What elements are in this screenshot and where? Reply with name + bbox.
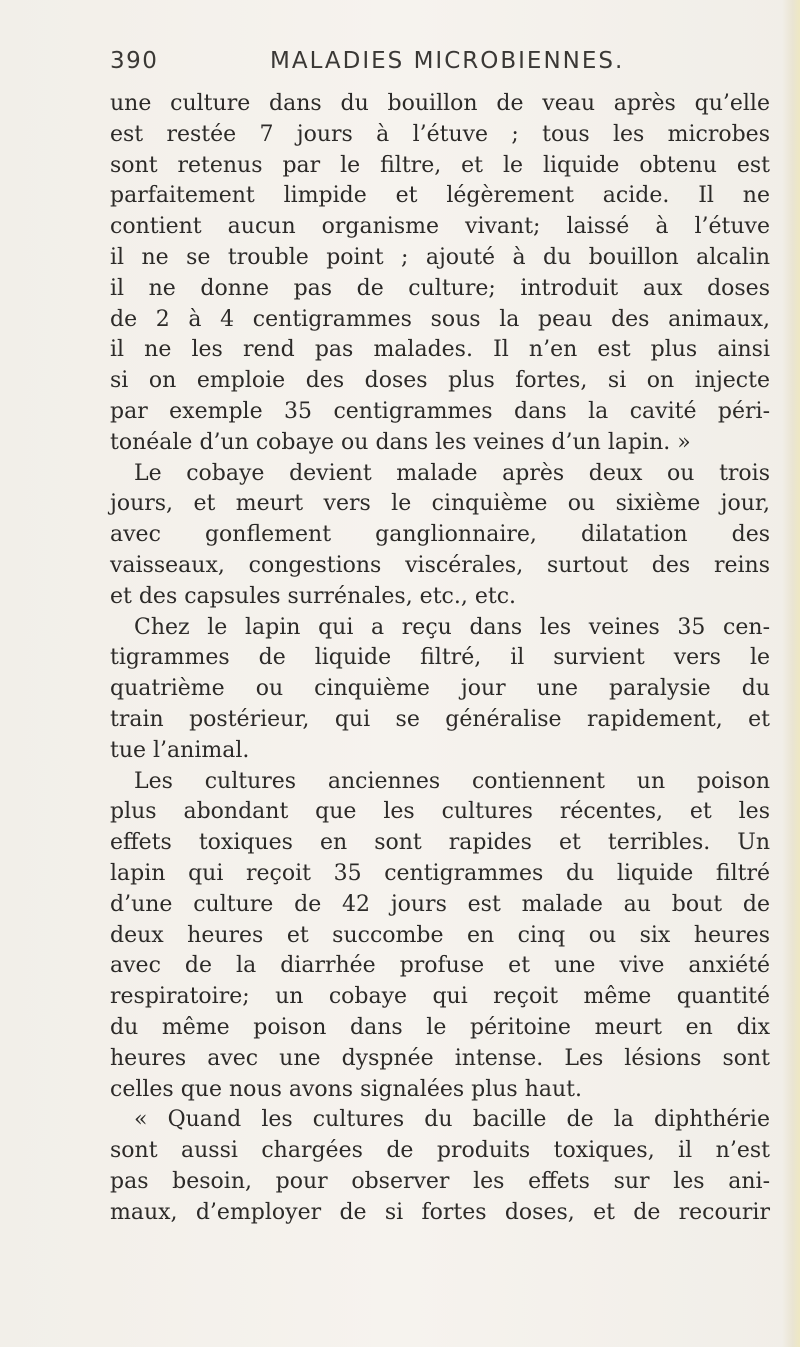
- text-line: si on emploie des doses plus fortes, si on injecte: [110, 368, 770, 394]
- text-line: avec gonflement ganglionnaire, dilatation des: [110, 522, 770, 548]
- running-title: MALADIES MICROBIENNES.: [270, 48, 625, 74]
- text-line: il ne se trouble point ; ajouté à du bouillon alcalin: [110, 244, 770, 270]
- paragraph: [110, 1105, 770, 1228]
- paragraph: [110, 767, 770, 1106]
- text-line: Le cobaye devient malade après deux ou trois: [134, 460, 770, 486]
- text-line: sont aussi chargées de produits toxiques, il n’est: [110, 1138, 770, 1164]
- text-line: plus abondant que les cultures récentes, et les: [110, 799, 770, 825]
- text-line: lapin qui reçoit 35 centigrammes du liquide filtré: [110, 860, 770, 886]
- page-edge-shading: [782, 0, 800, 1347]
- text-line: d’une culture de 42 jours est malade au bout de: [110, 891, 770, 917]
- text-line: est restée 7 jours à l’étuve ; tous les microbes: [110, 121, 770, 147]
- text-line: et des capsules surrénales, etc., etc.: [110, 583, 517, 609]
- page-number: 390: [110, 48, 159, 74]
- text-line: sont retenus par le filtre, et le liquide obtenu est: [110, 152, 770, 178]
- page-header: [110, 48, 760, 82]
- text-line: tonéale d’un cobaye ou dans les veines d’un lapin. »: [110, 429, 691, 455]
- text-line: heures avec une dyspnée intense. Les lésions sont: [110, 1045, 770, 1071]
- text-line: pas besoin, pour observer les effets sur les ani-: [110, 1168, 770, 1194]
- text-line: il ne donne pas de culture; introduit aux doses: [110, 275, 770, 301]
- text-line: tigrammes de liquide filtré, il survient vers le: [110, 645, 770, 671]
- text-line: avec de la diarrhée profuse et une vive anxiété: [110, 953, 770, 979]
- text-line: il ne les rend pas malades. Il n’en est plus ainsi: [110, 337, 770, 363]
- text-line: maux, d’employer de si fortes doses, et de recourir: [110, 1199, 770, 1225]
- text-line: une culture dans du bouillon de veau après qu’elle: [110, 91, 770, 116]
- text-line: celles que nous avons signalées plus haut.: [110, 1076, 583, 1102]
- paragraph: [110, 613, 770, 767]
- text-line: deux heures et succombe en cinq ou six heures: [110, 922, 770, 948]
- text-line: par exemple 35 centigrammes dans la cavité péri-: [110, 398, 770, 424]
- text-line: de 2 à 4 centigrammes sous la peau des animaux,: [110, 306, 770, 332]
- text-line: respiratoire; un cobaye qui reçoit même quantité: [110, 984, 770, 1010]
- text-line: Chez le lapin qui a reçu dans les veines 35 cen-: [134, 614, 770, 640]
- text-line: effets toxiques en sont rapides et terribles. Un: [110, 830, 770, 856]
- text-line: « Quand les cultures du bacille de la diphthérie: [134, 1107, 770, 1133]
- text-line: train postérieur, qui se généralise rapidement, et: [110, 706, 770, 732]
- paragraph: [110, 89, 770, 459]
- text-line: parfaitement limpide et légèrement acide. Il ne: [110, 183, 770, 209]
- text-line: vaisseaux, congestions viscérales, surtout des reins: [110, 552, 770, 578]
- text-line: tue l’animal.: [110, 737, 250, 763]
- body-text: [110, 89, 770, 1228]
- text-line: contient aucun organisme vivant; laissé à l’étuve: [110, 214, 770, 240]
- text-line: quatrième ou cinquième jour une paralysie du: [110, 676, 770, 702]
- text-line: jours, et meurt vers le cinquième ou sixième jour,: [110, 491, 770, 517]
- text-line: du même poison dans le péritoine meurt en dix: [110, 1014, 770, 1040]
- paragraph: [110, 459, 770, 613]
- text-line: Les cultures anciennes contiennent un poison: [134, 768, 770, 794]
